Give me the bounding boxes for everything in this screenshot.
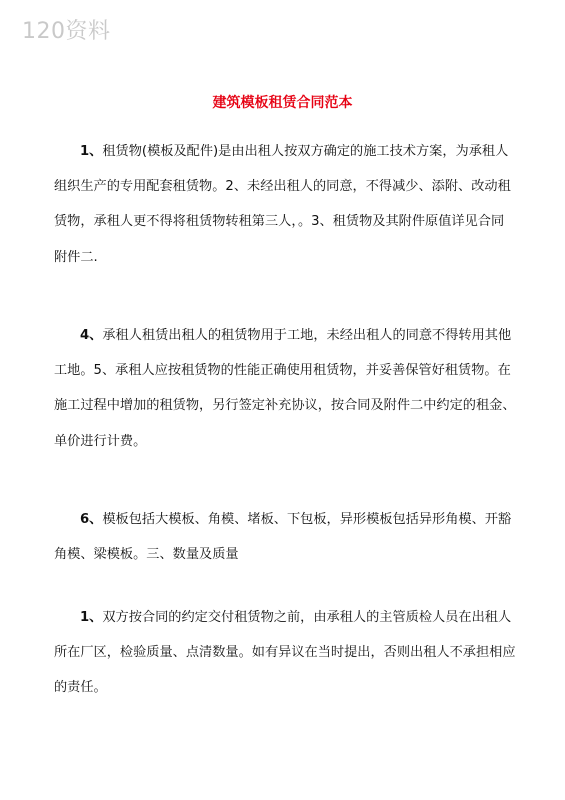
paragraph-1-text: 租赁物(模板及配件)是由出租人按双方确定的施工技术方案，为承租人组织生产的专用配套租赁物。2、未经出租人的同意，不得减少、添附、改动租赁物，承租人更不得将租赁物转租第三人，。3、租赁物及其附件原值详见合同附件二. (54, 144, 511, 265)
paragraph-4-number: 1、 (80, 610, 103, 625)
paragraph-3 (54, 502, 516, 572)
paragraph-4-text: 双方按合同的约定交付租赁物之前，由承租人的主管质检人员在出租人所在厂区，检验质量、点清数量。如有异议在当时提出，否则出租人不承担相应的责任。 (54, 610, 516, 696)
paragraph-1-number: 1、 (80, 144, 103, 159)
paragraph-2-text: 承租人租赁出租人的租赁物用于工地，未经出租人的同意不得转用其他工地。5、承租人应按租赁物的性能正确使用租赁物，并妥善保管好租赁物。在施工过程中增加的租赁物，另行签定补充协议，按合同及附件二中约定的租金、单价进行计费。 (54, 328, 516, 449)
paragraph-1 (54, 134, 516, 275)
document-title: 建筑模板租赁合同范本 (212, 95, 353, 111)
paragraph-3-text: 模板包括大模板、角模、堵板、下包板，异形模板包括异形角模、开豁角模、梁模板。三、数量及质量 (54, 512, 512, 563)
paragraph-2 (54, 318, 516, 459)
watermark: 120资料 (22, 19, 111, 44)
paragraph-3-number: 6、 (80, 512, 103, 527)
paragraph-2-number: 4、 (80, 328, 103, 343)
paragraph-4 (54, 600, 516, 706)
